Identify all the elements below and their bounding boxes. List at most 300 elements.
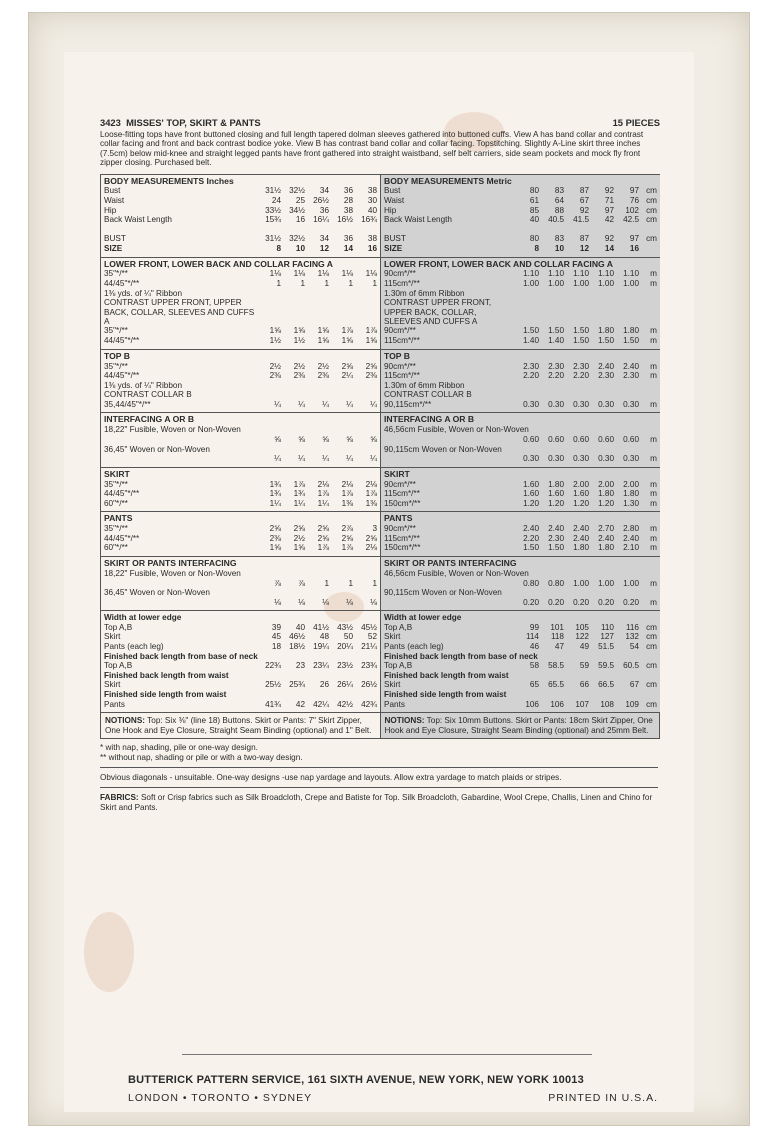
size-value: 42¾ [361,699,377,709]
unit-label: m [650,454,657,464]
row-label: Finished side length from waist [384,690,507,700]
size-value: 1⅝ [269,543,281,553]
chart-row [104,534,377,544]
chart-section [381,175,660,258]
unit-label: m [650,279,657,288]
size-value: 32½ [289,186,305,196]
row-label: SIZE [384,243,403,253]
row-label: 46,56cm Fusible, Woven or Non-Woven [384,425,529,435]
row-label: Hip [384,205,397,215]
row-label: 18,22" Fusible, Woven or Non-Woven [104,425,241,435]
size-value: 16¾ [361,215,377,225]
size-value: ¼ [346,454,353,464]
chart-row [104,489,377,499]
chart-row [104,234,377,244]
chart-row [104,206,377,216]
row-label: 44/45"*/** [104,279,140,288]
size-value: 1¼ [317,498,329,508]
size-value: 2.30 [598,371,614,381]
size-value: 1.20 [598,498,614,508]
size-value: 80 [529,186,539,196]
chart-row [104,454,377,464]
row-label: Pants [384,699,405,709]
unit-label: cm [646,680,657,690]
row-label: 115cm*/** [384,336,420,346]
row-label: 90cm*/** [384,479,416,489]
size-value: 2⅝ [317,524,329,534]
size-value: 2½ [293,533,305,543]
chart-row [104,579,377,589]
size-value: 26¼ [337,680,353,690]
row-label: CONTRAST COLLAR B [384,390,472,400]
chart-section [101,258,380,350]
size-value: 1.30 [623,498,639,508]
row-label: 44/45"*/** [104,336,140,346]
city: TORONTO [191,1092,251,1104]
size-value: 8 [276,243,281,253]
row-label: 150cm*/** [384,543,421,553]
size-value: ¼ [298,454,305,464]
printed-in: PRINTED IN U.S.A. [548,1092,658,1104]
row-label: Skirt [104,680,121,690]
unit-label: cm [646,699,657,709]
row-label: 46,56cm Fusible, Woven or Non-Woven [384,568,529,578]
size-value: 1.80 [548,479,564,489]
chart-row [384,206,657,216]
size-value: 2.40 [623,361,639,371]
chart-row [104,244,377,254]
size-value: 2⅛ [365,543,377,553]
pattern-description: Loose-fitting tops have front buttoned closing and full length tapered dolman sleeves gathered into buttoned cuffs. View A has band collar and contrast collar facing and front and back contrast bodice yoke. View B has contrast band collar and collar facing. Topstitching. Slightly A-Line skirt three inches (7.5cm) below mid-knee and straight legged pants have front gathered into straight waistband, self belt carriers, side seam pockets and mock fly front zipper closing. Purchased belt. [100,129,644,168]
size-value: 118 [550,632,564,642]
size-value: 22¾ [265,661,281,671]
chart-row [384,579,657,589]
row-label: CONTRAST UPPER FRONT, UPPER BACK, COLLAR, SLEEVES AND CUFFS A [384,298,492,327]
size-value: ⅛ [370,597,377,607]
size-value: 0.30 [523,399,539,409]
row-label: CONTRAST UPPER FRONT, UPPER BACK, COLLAR, SLEEVES AND CUFFS A [104,298,255,327]
chart-row [384,671,657,681]
size-value: 40.5 [548,215,564,225]
city: LONDON [128,1092,179,1104]
row-label: 115cm*/** [384,279,420,288]
size-value: 1½ [269,336,281,346]
size-value: 23 [295,661,305,671]
size-value: 67 [629,680,639,690]
size-value: 2.40 [573,533,589,543]
unit-label: cm [646,234,657,244]
chart-row [384,196,657,206]
unit-label: m [650,434,657,444]
row-label: Waist [104,195,125,205]
chart-row [384,700,657,710]
unit-label: cm [646,215,657,225]
size-value: ⅞ [274,578,281,588]
size-value: 2.40 [573,524,589,534]
size-value: 38 [367,234,377,244]
size-value: ⅛ [298,597,305,607]
chart-row [104,289,377,299]
size-value: 65.5 [548,680,564,690]
section-title: INTERFACING A OR B [104,414,195,425]
size-value: 58 [529,661,539,671]
size-value: 1¾ [293,489,305,499]
cities-list: LONDON • TORONTO • SYDNEY [128,1092,313,1104]
size-value: 66 [579,680,589,690]
chart-row [384,215,657,225]
size-value: ⅝ [274,434,281,444]
size-value: 8 [534,243,539,253]
size-value: 1.00 [523,279,539,288]
chart-section [381,512,660,557]
row-label: Width at lower edge [384,613,462,623]
chart-row [384,298,657,326]
chart-section [101,413,380,467]
chart-row [384,598,657,608]
size-value: 18½ [289,642,305,652]
row-label: 1⅜ yds. of ¼" Ribbon [104,288,183,298]
size-value: 31½ [265,186,281,196]
size-value: 1.80 [598,543,614,553]
size-value: 41½ [313,622,329,632]
row-label: 35,44/45"*/** [104,399,151,409]
chart-row [384,632,657,642]
chart-row [384,543,657,553]
size-value: 34½ [289,205,305,215]
size-value: 101 [550,622,564,632]
size-value: 2⅜ [293,371,305,381]
size-value: 16 [629,243,639,253]
size-value: 2.20 [573,371,589,381]
size-value: 12 [319,243,329,253]
size-value: 2.20 [523,371,539,381]
size-value: 1.50 [548,543,564,553]
row-label: Finished back length from waist [104,670,229,680]
size-value: 65 [529,680,539,690]
size-value: 2⅝ [317,533,329,543]
chart-row [104,690,377,700]
size-value: 92 [604,234,614,244]
size-value: 1.50 [573,336,589,346]
size-value: 2⅝ [293,524,305,534]
size-value: ¼ [274,399,281,409]
size-value: 1.50 [523,543,539,553]
size-value: 67 [579,195,589,205]
row-label: Pants (each leg) [384,642,444,652]
pattern-title-line [100,118,261,129]
chart-row [104,642,377,652]
size-value: 1⅝ [269,326,281,336]
size-value: 0.30 [623,454,639,464]
section-title: BODY MEASUREMENTS Metric [384,175,512,186]
chart-row [104,400,377,410]
size-value: 2⅝ [269,524,281,534]
size-value: 83 [554,186,564,196]
size-value: 54 [629,642,639,652]
size-value: 33½ [265,205,281,215]
size-value: 15¾ [265,215,281,225]
chart-section [381,557,660,611]
size-value: 0.20 [598,597,614,607]
size-value: 1.40 [548,336,564,346]
size-value: 1 [300,279,305,288]
chart-row [104,499,377,509]
size-value: 1.00 [623,578,639,588]
size-value: ⅛ [346,597,353,607]
size-value: 1.20 [523,498,539,508]
section-title: INTERFACING A OR B [384,414,475,425]
section-title: SKIRT [104,468,130,479]
size-value: 50 [343,632,353,642]
chart-row [384,489,657,499]
chart-row [384,623,657,633]
size-value: 2⅝ [365,361,377,371]
size-value: ⅛ [322,597,329,607]
size-value: 42 [295,699,305,709]
size-value: 1¼ [269,498,281,508]
size-value: 1½ [293,336,305,346]
size-value: 107 [575,699,589,709]
metric-column [380,175,660,713]
size-value: 1.60 [548,489,564,499]
size-value: 2.30 [523,361,539,371]
size-value: 3 [372,524,377,534]
chart-section [381,258,660,350]
size-value: 2.40 [548,524,564,534]
row-label: 150cm*/** [384,498,421,508]
chart-row [384,425,657,435]
no-nap-note: ** without nap, shading or pile or with a two-way design. [100,752,303,762]
row-label: Bust [384,186,401,196]
chart-section [101,611,380,712]
size-value: 45 [271,632,281,642]
size-value: 16 [367,243,377,253]
size-value: 1⅞ [365,489,377,499]
chart-row [104,598,377,608]
row-label: Skirt [384,680,401,690]
chart-row [384,480,657,490]
chart-row [384,613,657,623]
chart-section [381,468,660,513]
size-value: 46 [529,642,539,652]
unit-label: cm [646,632,657,642]
section-title: LOWER FRONT, LOWER BACK AND COLLAR FACING A [104,258,333,269]
size-value: 1¼ [293,498,305,508]
size-value: 1.60 [523,479,539,489]
chart-row [384,326,657,336]
chart-row [384,642,657,652]
size-value: 0.20 [548,597,564,607]
size-value: 21¼ [361,642,377,652]
unit-label: m [650,498,657,508]
size-value: 1.80 [598,326,614,336]
size-value: 1.50 [523,326,539,336]
chart-row [104,524,377,534]
size-value: 1⅞ [341,543,353,553]
size-value: 0.30 [598,399,614,409]
row-label: 115cm*/** [384,371,420,381]
chart-row [104,425,377,435]
size-value: 71 [604,195,614,205]
row-label: 36,45" Woven or Non-Woven [104,444,210,454]
size-value: 2.30 [548,361,564,371]
size-value: 1⅝ [317,336,329,346]
size-value: 1⅝ [317,326,329,336]
chart-row [104,445,377,455]
size-value: 0.30 [573,454,589,464]
row-label: 35"*/** [104,326,128,336]
size-value: 41.5 [573,215,589,225]
chart-row [384,336,657,346]
size-value: 0.30 [598,454,614,464]
size-value: 20¼ [337,642,353,652]
size-value: 42½ [337,699,353,709]
size-value: 2.20 [523,533,539,543]
notions-text: Top: Six 10mm Buttons. Skirt or Pants: 18cm Skirt Zipper, One Hook and Eye Closure, Straight Seam Binding (optional) and 25mm Belt. [384,716,653,735]
size-value: 2.40 [598,533,614,543]
chart-section [101,512,380,557]
row-label: 60"*/** [104,543,128,553]
size-value: 1.50 [548,326,564,336]
size-value: ⅝ [298,434,305,444]
size-value: 1⅞ [293,479,305,489]
size-value: 59.5 [598,661,614,671]
row-label: Skirt [384,632,401,642]
pattern-back-content [100,118,660,812]
unit-label: m [650,479,657,489]
size-value: ¼ [370,399,377,409]
size-value: 1⅛ [341,269,353,279]
size-value: 1⅛ [269,269,281,279]
size-value: 1⅝ [293,543,305,553]
row-label: 35"*/** [104,361,128,371]
size-value: 2.80 [623,524,639,534]
notions-row [100,713,660,739]
row-label: Back Waist Length [384,215,452,225]
size-value: 40 [367,205,377,215]
row-label: Bust [104,186,121,196]
notions-metric [380,713,660,738]
size-value: 1.50 [623,336,639,346]
size-value: 109 [625,699,639,709]
size-value: 2.70 [598,524,614,534]
chart-row [104,381,377,391]
unit-label: m [650,326,657,336]
size-value: 2⅜ [269,371,281,381]
size-value: 2⅞ [341,524,353,534]
chart-row [104,269,377,279]
chart-row [104,390,377,400]
size-value: 116 [625,622,639,632]
chart-section [381,413,660,467]
footnotes [100,743,658,812]
size-value: 1.80 [598,489,614,499]
row-label: Pants [104,699,125,709]
chart-row [384,289,657,299]
size-value: 1.40 [523,336,539,346]
size-value: ⅛ [274,597,281,607]
size-value: ¼ [322,399,329,409]
fabrics-text: Soft or Crisp fabrics such as Silk Broadcloth, Crepe and Batiste for Top. Silk Broadcloth, Gabardine, Wool Crepe, Challis, Linen and Chino for Skirt and Pants. [100,793,653,812]
size-value: 14 [604,243,614,253]
row-label: Top A,B [384,661,413,671]
row-label: Top A,B [104,661,133,671]
size-value: 2⅝ [365,533,377,543]
chart-row [104,215,377,225]
size-value: 1.00 [573,578,589,588]
size-value: 2¼ [341,371,353,381]
row-label: Top A,B [104,622,133,632]
size-value: 16½ [337,215,353,225]
size-value: 102 [625,205,639,215]
size-value: 23¾ [361,661,377,671]
size-value: 1.00 [598,279,614,288]
size-value: ¼ [370,454,377,464]
row-label: 1.30m of 6mm Ribbon [384,380,465,390]
pattern-header [100,118,660,129]
nap-note: * with nap, shading, pile or one-way design. [100,743,258,753]
size-value: ⅝ [346,434,353,444]
chart-row [384,244,657,254]
size-value: 19¼ [313,642,329,652]
size-value: 2⅜ [269,533,281,543]
notions-label: NOTIONS: [105,716,146,726]
yardage-chart [100,174,660,714]
chart-row [104,196,377,206]
chart-row [104,186,377,196]
size-value: 92 [604,186,614,196]
size-value: 1⅝ [365,336,377,346]
row-label: Top A,B [384,622,413,632]
chart-row [384,269,657,279]
section-title: TOP B [104,350,130,361]
row-label: 90,115cm Woven or Non-Woven [384,444,502,454]
unit-label: cm [646,642,657,652]
size-value: 0.30 [573,399,589,409]
size-value: 34 [319,234,329,244]
size-value: 42¼ [313,699,329,709]
size-value: 26½ [313,195,329,205]
chart-row [384,400,657,410]
size-value: 0.60 [523,434,539,444]
size-value: 2⅜ [317,371,329,381]
size-value: 59 [579,661,589,671]
unit-label: m [650,524,657,534]
size-value: 2.30 [623,371,639,381]
size-value: 1.60 [573,489,589,499]
chart-section [101,175,380,258]
row-label: Pants (each leg) [104,642,164,652]
publisher-cities [128,1092,658,1104]
chart-row [384,569,657,579]
size-value: 0.60 [598,434,614,444]
row-label: 44/45"*/** [104,533,140,543]
chart-row [104,435,377,445]
size-value: 47 [554,642,564,652]
size-value: 1 [276,279,281,288]
section-title: SKIRT OR PANTS INTERFACING [104,558,237,569]
chart-row [104,652,377,662]
size-value: 31½ [265,234,281,244]
chart-row [104,336,377,346]
size-value: 1⅞ [341,489,353,499]
size-value: 0.30 [548,399,564,409]
size-value: 2⅝ [341,533,353,543]
size-value: 2.00 [623,479,639,489]
size-value: 1 [372,279,377,288]
size-value: 43½ [337,622,353,632]
size-value: 26 [319,680,329,690]
